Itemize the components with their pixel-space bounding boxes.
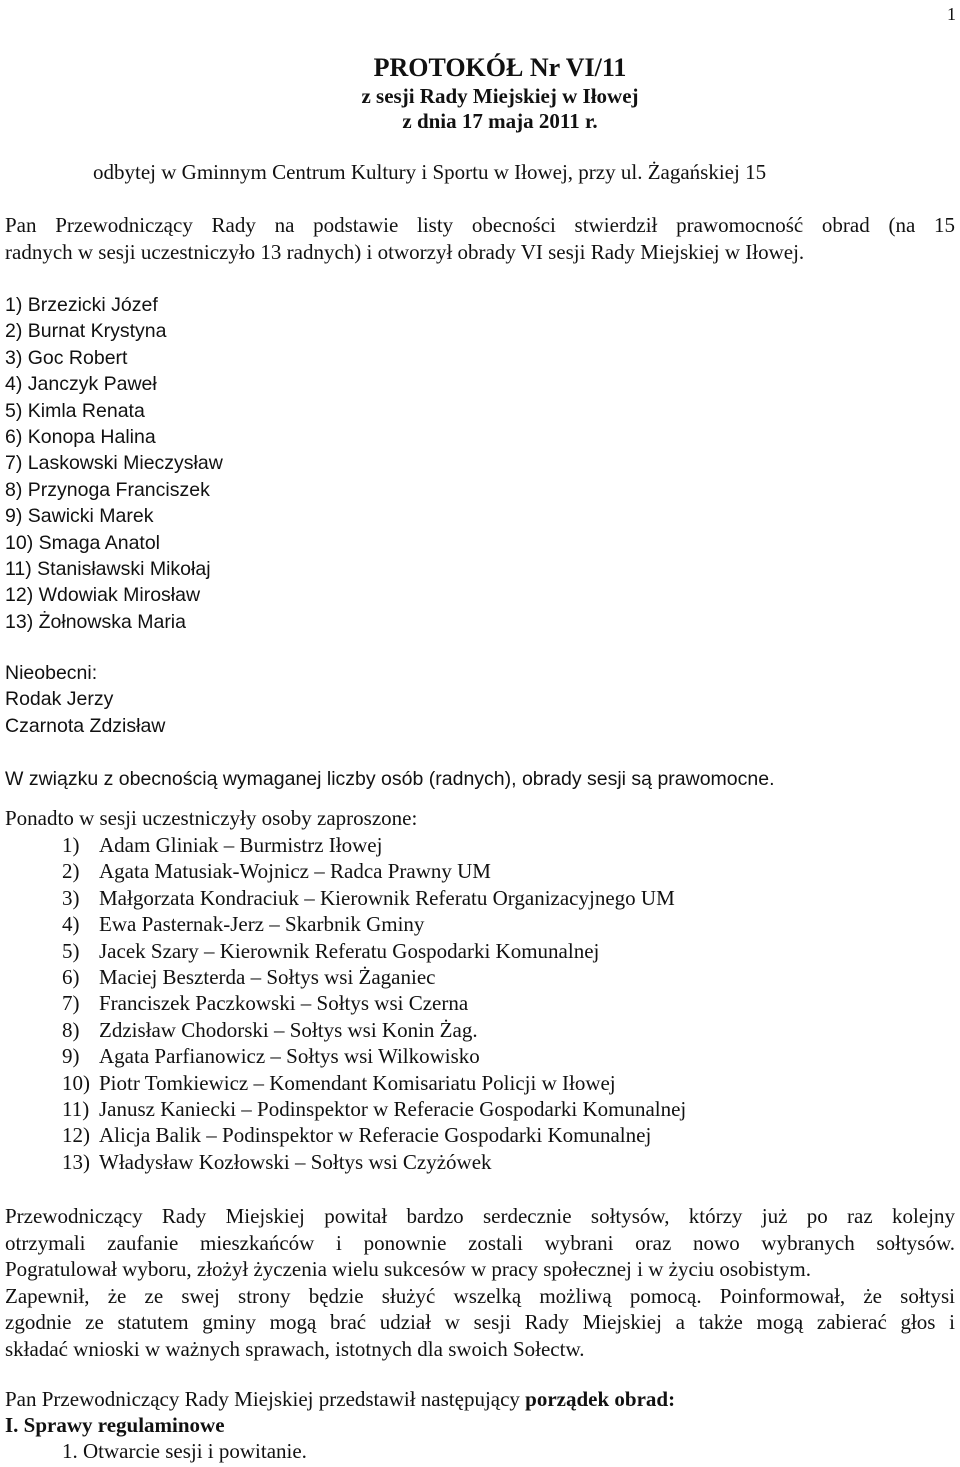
- guest-text: Alicja Balik – Podinspektor w Referacie Gospodarki Komunalnej: [99, 1123, 652, 1148]
- attendee-item: 11) Stanisławski Mikołaj: [5, 558, 211, 581]
- guests-list: [62, 832, 686, 1175]
- opening-paragraph: [5, 212, 955, 265]
- agenda-heading: porządek obrad:: [525, 1387, 676, 1411]
- guest-item: [62, 1122, 686, 1148]
- attendee-item: 9) Sawicki Marek: [5, 505, 154, 528]
- welcome-line: składać wnioski w ważnych sprawach, istotnych dla swoich Sołectw.: [5, 1336, 585, 1361]
- guest-item: [62, 858, 686, 884]
- attendee-item: 7) Laskowski Mieczysław: [5, 452, 223, 475]
- attendee-item: 13) Żołnowska Maria: [5, 610, 186, 633]
- opening-line: Pan Przewodniczący Rady na podstawie listy obecności stwierdził prawomocność obrad (na 15: [5, 213, 955, 237]
- welcome-line: Pogratulował wyboru, złożył życzenia wielu sukcesów w pracy społecznej i w życiu osobistym.: [5, 1257, 811, 1281]
- guest-item: [62, 1070, 686, 1096]
- attendees-list: [5, 292, 223, 635]
- document-title: PROTOKÓŁ Nr VI/11: [373, 53, 627, 82]
- guest-text: Ewa Pasternak-Jerz – Skarbnik Gminy: [99, 912, 425, 937]
- guest-text: Piotr Tomkiewicz – Komendant Komisariatu Policji w Iłowej: [99, 1070, 616, 1095]
- guest-number: 8): [62, 1017, 80, 1042]
- welcome-line: zgodnie ze statutem gminy mogą brać udział w sesji Rady Miejskiej a także mogą zabierać głos i: [5, 1310, 955, 1334]
- guest-number: 1): [62, 833, 80, 857]
- document-subtitle-session: z sesji Rady Miejskiej w Iłowej: [361, 84, 639, 108]
- agenda-intro: [5, 1387, 675, 1412]
- document-subtitle-date: z dnia 17 maja 2011 r.: [402, 109, 598, 133]
- page-number: 1: [947, 4, 956, 24]
- guest-item: [62, 1017, 686, 1043]
- attendee-item: 2) Burnat Krystyna: [5, 320, 167, 343]
- guest-text: Adam Gliniak – Burmistrz Iłowej: [99, 833, 383, 857]
- guest-number: 12): [62, 1123, 90, 1148]
- guest-item: [62, 911, 686, 937]
- guest-item: [62, 938, 686, 964]
- attendee-item: 4) Janczyk Paweł: [5, 373, 157, 396]
- attendee-item: 8) Przynoga Franciszek: [5, 478, 210, 501]
- guest-text: Zdzisław Chodorski – Sołtys wsi Konin Żag.: [99, 1017, 478, 1042]
- agenda-section-title: I. Sprawy regulaminowe: [5, 1413, 225, 1437]
- absent-item: Czarnota Zdzisław: [5, 714, 166, 737]
- guests-intro: Ponadto w sesji uczestniczyły osoby zaproszone:: [5, 806, 418, 830]
- guest-number: 9): [62, 1044, 80, 1069]
- guest-item: [62, 964, 686, 990]
- guest-number: 5): [62, 938, 80, 963]
- welcome-line: Przewodniczący Rady Miejskiej powitał bardzo serdecznie sołtysów, którzy już po raz kolejny: [5, 1204, 955, 1228]
- guest-text: Franciszek Paczkowski – Sołtys wsi Czerna: [99, 991, 469, 1016]
- attendee-item: 1) Brzezicki Józef: [5, 294, 158, 316]
- welcome-paragraph: [5, 1203, 955, 1362]
- guest-text: Janusz Kaniecki – Podinspektor w Referacie Gospodarki Komunalnej: [99, 1097, 687, 1122]
- guest-number: 4): [62, 912, 80, 937]
- guest-item: [62, 885, 686, 911]
- guest-text: Małgorzata Kondraciuk – Kierownik Referatu Organizacyjnego UM: [99, 885, 675, 910]
- agenda-item: 1. Otwarcie sesji i powitanie.: [62, 1439, 307, 1463]
- guest-number: 11): [62, 1097, 90, 1122]
- guest-number: 6): [62, 965, 80, 990]
- absent-list: [5, 660, 165, 739]
- guest-text: Maciej Beszterda – Sołtys wsi Żaganiec: [99, 965, 436, 990]
- guest-number: 7): [62, 991, 80, 1016]
- guest-number: 10): [62, 1070, 90, 1095]
- quorum-statement: W związku z obecnością wymaganej liczby osób (radnych), obrady sesji są prawomocne.: [5, 768, 775, 790]
- session-location: odbytej w Gminnym Centrum Kultury i Sportu w Iłowej, przy ul. Żagańskiej 15: [93, 160, 767, 184]
- guest-number: 3): [62, 885, 80, 910]
- welcome-line: Zapewnił, że ze swej strony będzie służyć wszelką możliwą pomocą. Poinformował, że sołtysi: [5, 1283, 955, 1308]
- absent-label: Nieobecni:: [5, 662, 98, 684]
- welcome-line: otrzymali zaufanie mieszkańców i ponownie zostali wybrani oraz nowo wybranych sołtysów.: [5, 1230, 955, 1255]
- guest-number: 2): [62, 859, 80, 884]
- guest-item: [62, 1043, 686, 1069]
- attendee-item: 10) Smaga Anatol: [5, 531, 161, 554]
- attendee-item: 6) Konopa Halina: [5, 426, 156, 449]
- guest-item: [62, 1096, 686, 1122]
- guest-text: Władysław Kozłowski – Sołtys wsi Czyżówek: [99, 1149, 492, 1174]
- attendee-item: 5) Kimla Renata: [5, 399, 145, 422]
- agenda-intro-text: Pan Przewodniczący Rady Miejskiej przedstawił następujący: [5, 1387, 526, 1411]
- guest-item: [62, 832, 686, 858]
- absent-item: Rodak Jerzy: [5, 688, 114, 711]
- guest-text: Jacek Szary – Kierownik Referatu Gospodarki Komunalnej: [99, 938, 600, 963]
- guest-text: Agata Matusiak-Wojnicz – Radca Prawny UM: [99, 859, 491, 884]
- opening-line: radnych w sesji uczestniczyło 13 radnych) i otworzył obrady VI sesji Rady Miejskiej w Iłowej.: [5, 239, 805, 264]
- guest-item: [62, 1149, 686, 1175]
- guest-text: Agata Parfianowicz – Sołtys wsi Wilkowisko: [99, 1044, 480, 1069]
- attendee-item: 3) Goc Robert: [5, 346, 128, 369]
- guest-number: 13): [62, 1149, 90, 1174]
- attendee-item: 12) Wdowiak Mirosław: [5, 584, 201, 607]
- guest-item: [62, 990, 686, 1016]
